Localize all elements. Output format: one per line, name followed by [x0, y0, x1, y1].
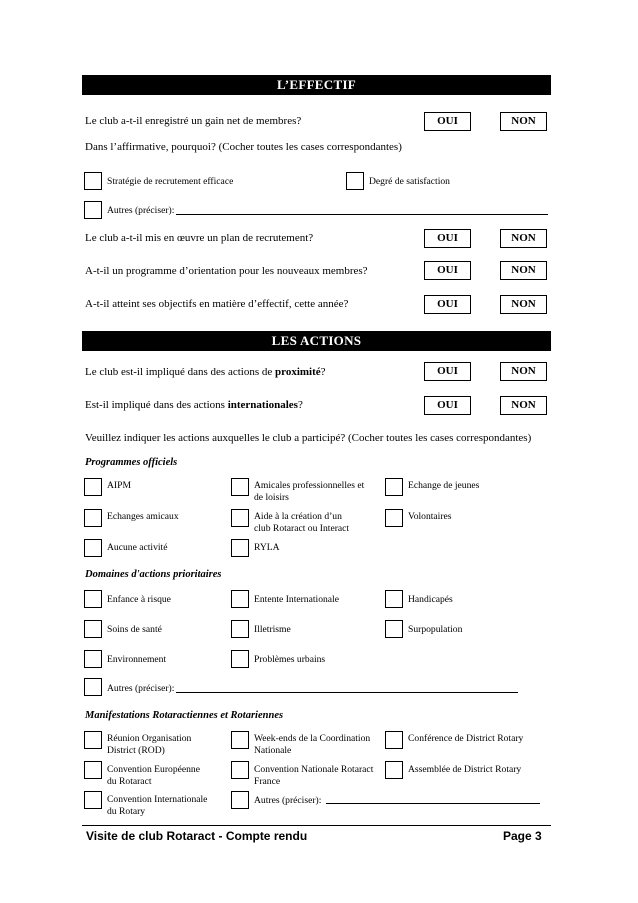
domaines-autres-fill-line[interactable] — [176, 692, 518, 693]
question-proximite: Le club est-il impliqué dans des actions de proximité? — [85, 366, 326, 378]
option-week-ends: Week-ends de la Coordination Nationale — [254, 733, 371, 756]
option-strategie: Stratégie de recrutement efficace — [107, 176, 234, 187]
option-problemes-urbains: Problèmes urbains — [254, 654, 326, 665]
option-convention-nationale: Convention Nationale Rotaract France — [254, 764, 374, 787]
checkbox-strategie[interactable] — [84, 172, 102, 190]
option-conference-district: Conférence de District Rotary — [408, 733, 524, 744]
checkbox-domaines-autres[interactable] — [84, 678, 102, 696]
footer-rule — [82, 825, 551, 826]
question-objectifs: A-t-il atteint ses objectifs en matière d’effectif, cette année? — [85, 298, 349, 310]
checkbox-entente[interactable] — [231, 590, 249, 608]
section-domaines-prioritaires: Domaines d'actions prioritaires — [85, 569, 222, 580]
checkbox-enfance[interactable] — [84, 590, 102, 608]
section-programmes-officiels: Programmes officiels — [85, 457, 178, 468]
oui-box[interactable]: OUI — [424, 112, 471, 131]
option-surpopulation: Surpopulation — [408, 624, 463, 635]
question-plan-recrutement: Le club a-t-il mis en œuvre un plan de recrutement? — [85, 232, 314, 244]
checkbox-echange-jeunes[interactable] — [385, 478, 403, 496]
checkbox-convention-nationale[interactable] — [231, 761, 249, 779]
option-satisfaction: Degré de satisfaction — [369, 176, 450, 187]
non-box[interactable]: NON — [500, 362, 547, 381]
checkbox-amicales[interactable] — [231, 478, 249, 496]
option-handicapes: Handicapés — [408, 594, 453, 605]
non-box[interactable]: NON — [500, 112, 547, 131]
checkbox-satisfaction[interactable] — [346, 172, 364, 190]
question-indiquer-actions: Veuillez indiquer les actions auxquelles le club a participé? (Cocher toutes les cases correspondantes) — [85, 432, 532, 444]
oui-box[interactable]: OUI — [424, 229, 471, 248]
section-header-effectif: L’EFFECTIF — [82, 75, 551, 95]
oui-box[interactable]: OUI — [424, 362, 471, 381]
option-convention-internationale: Convention Internationale du Rotary — [107, 794, 208, 817]
option-echanges-amicaux: Echanges amicaux — [107, 511, 179, 522]
option-rod: Réunion Organisation District (ROD) — [107, 733, 192, 756]
non-box[interactable]: NON — [500, 396, 547, 415]
checkbox-volontaires[interactable] — [385, 509, 403, 527]
option-manif-autres: Autres (préciser): — [254, 795, 322, 806]
option-autres: Autres (préciser): — [107, 205, 175, 216]
option-ryla: RYLA — [254, 542, 280, 553]
option-environnement: Environnement — [107, 654, 167, 665]
oui-box[interactable]: OUI — [424, 295, 471, 314]
option-domaines-autres: Autres (préciser): — [107, 683, 175, 694]
option-aide-creation: Aide à la création d’un club Rotaract ou Interact — [254, 511, 350, 534]
checkbox-environnement[interactable] — [84, 650, 102, 668]
checkbox-echanges-amicaux[interactable] — [84, 509, 102, 527]
checkbox-assemblee-district[interactable] — [385, 761, 403, 779]
checkbox-manif-autres[interactable] — [231, 791, 249, 809]
question-pourquoi: Dans l’affirmative, pourquoi? (Cocher toutes les cases correspondantes) — [85, 141, 402, 153]
option-amicales: Amicales professionnelles et de loisirs — [254, 480, 365, 503]
autres-fill-line[interactable] — [176, 214, 548, 215]
section-header-actions: LES ACTIONS — [82, 331, 551, 351]
checkbox-soins-sante[interactable] — [84, 620, 102, 638]
checkbox-ryla[interactable] — [231, 539, 249, 557]
non-box[interactable]: NON — [500, 295, 547, 314]
checkbox-aucune-activite[interactable] — [84, 539, 102, 557]
option-entente: Entente Internationale — [254, 594, 339, 605]
footer-title: Visite de club Rotaract - Compte rendu — [86, 829, 308, 843]
checkbox-conference-district[interactable] — [385, 731, 403, 749]
checkbox-aipm[interactable] — [84, 478, 102, 496]
checkbox-surpopulation[interactable] — [385, 620, 403, 638]
non-box[interactable]: NON — [500, 261, 547, 280]
question-gain-net: Le club a-t-il enregistré un gain net de membres? — [85, 115, 302, 127]
checkbox-handicapes[interactable] — [385, 590, 403, 608]
checkbox-week-ends[interactable] — [231, 731, 249, 749]
option-volontaires: Volontaires — [408, 511, 452, 522]
page-number: Page 3 — [503, 829, 542, 843]
question-internationales: Est-il impliqué dans des actions internationales? — [85, 399, 303, 411]
checkbox-illetrisme[interactable] — [231, 620, 249, 638]
non-box[interactable]: NON — [500, 229, 547, 248]
checkbox-rod[interactable] — [84, 731, 102, 749]
checkbox-aide-creation[interactable] — [231, 509, 249, 527]
checkbox-problemes-urbains[interactable] — [231, 650, 249, 668]
option-soins-sante: Soins de santé — [107, 624, 162, 635]
option-aipm: AIPM — [107, 480, 131, 491]
manif-autres-fill-line[interactable] — [326, 803, 540, 804]
option-assemblee-district: Assemblée de District Rotary — [408, 764, 522, 775]
option-enfance: Enfance à risque — [107, 594, 171, 605]
oui-box[interactable]: OUI — [424, 261, 471, 280]
option-illetrisme: Illetrisme — [254, 624, 291, 635]
section-manifestations: Manifestations Rotaractiennes et Rotariennes — [85, 710, 284, 721]
oui-box[interactable]: OUI — [424, 396, 471, 415]
option-aucune-activite: Aucune activité — [107, 542, 168, 553]
question-programme-orientation: A-t-il un programme d’orientation pour les nouveaux membres? — [85, 265, 368, 277]
checkbox-convention-europeenne[interactable] — [84, 761, 102, 779]
checkbox-convention-internationale[interactable] — [84, 791, 102, 809]
checkbox-autres[interactable] — [84, 201, 102, 219]
option-convention-europeenne: Convention Européenne du Rotaract — [107, 764, 200, 787]
option-echange-jeunes: Echange de jeunes — [408, 480, 480, 491]
